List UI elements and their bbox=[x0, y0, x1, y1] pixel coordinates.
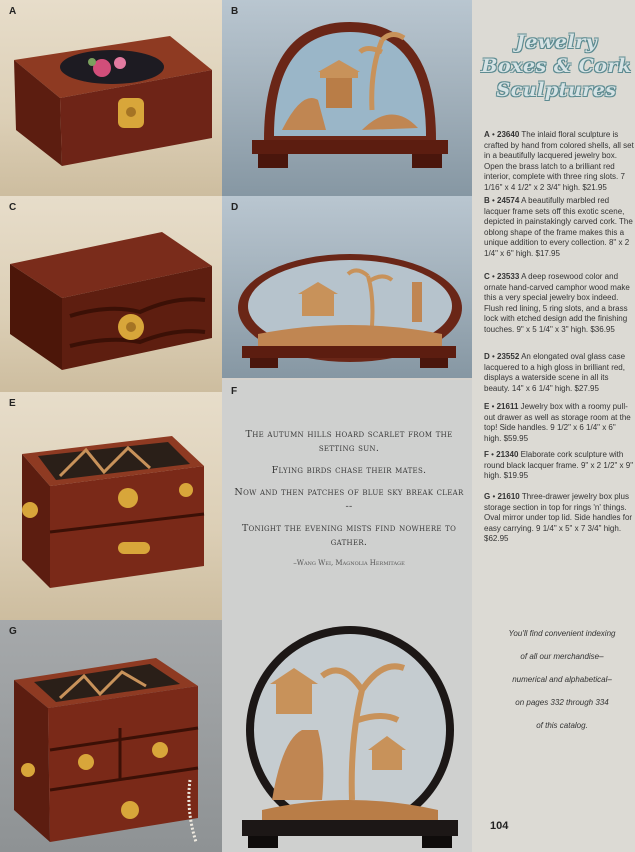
cork-sculpture-f-illustration bbox=[222, 620, 472, 852]
item-b-code: 24574 bbox=[497, 196, 520, 205]
index-note-line-5: of this catalog. bbox=[536, 721, 588, 730]
panel-label-c: C bbox=[9, 202, 17, 213]
item-e-description: E • 21611 Jewelry box with a roomy pull-out drawer as well as storage room at the top! Side handles. 9 1/2" x 6 1/4" x 6" high. $59.95 bbox=[484, 402, 631, 443]
panel-b bbox=[222, 0, 472, 196]
item-g-code: 21610 bbox=[497, 492, 520, 501]
item-c-text: A deep rosewood color and ornate hand-carved camphor wood make this a very special jewelry box indeed. Flush red lining, 5 ring slots, and a brass lock with etched design add the finishing touches. 9" x 5 1/4" x 3" high. $36.95 bbox=[484, 272, 630, 334]
item-a-text: The inlaid floral sculpture is crafted by hand from colored shells, all set in a beautifully lacquered jewelry box. Open the brass latch to a brilliant red interior, complete with three ring slots. 7 1/16" x 4 1/2" x 2 3/4" high. $21.95 bbox=[484, 130, 634, 192]
poem-line-2: Flying birds chase their mates. bbox=[271, 465, 427, 476]
item-d-text: An elongated oval glass case lacquered to a high gloss in brilliant red, displays a waterside scene in all its beauty. 14" x 6 1/4" high. $27.95 bbox=[484, 352, 626, 393]
jewelry-box-g-illustration bbox=[0, 620, 222, 852]
item-c-letter: C bbox=[484, 272, 490, 281]
panel-label-d: D bbox=[231, 202, 239, 213]
item-b-letter: B bbox=[484, 196, 490, 205]
item-f-letter: F bbox=[484, 450, 489, 459]
item-f-description: F • 21340 Elaborate cork sculpture with round black lacquer frame. 9" x 2 1/2" x 9" high. $19.95 bbox=[484, 450, 634, 480]
panel-label-e: E bbox=[9, 398, 16, 409]
index-note-line-1: You'll find convenient indexing bbox=[508, 629, 616, 638]
index-note-line-4: on pages 332 through 334 bbox=[515, 698, 609, 707]
panel-f bbox=[222, 380, 472, 852]
heading-line-2: Boxes & Cork bbox=[481, 55, 632, 77]
product-descriptions-column bbox=[472, 0, 635, 852]
item-g-letter: G bbox=[484, 492, 491, 501]
item-b-text: A beautifully marbled red lacquer frame sets off this exotic scene, depicted in painstakingly carved cork. The oblong shape of the frame makes this a unique addition to every collection. 8" x 2 1/4" x 6" high. $17.95 bbox=[484, 196, 633, 258]
panel-label-g: G bbox=[9, 626, 17, 637]
item-e-code: 21611 bbox=[496, 402, 519, 411]
index-note-line-2: of all our merchandise– bbox=[520, 652, 604, 661]
item-g-description: G • 21610 Three-drawer jewelry box plus storage section in top for rings 'n' things. Oval mirror under top lid. Side handles for easy carrying. 9 1/4" x 5" x 7 3/4" high. $62.95 bbox=[484, 492, 633, 543]
item-f-text: Elaborate cork sculpture with round black lacquer frame. 9" x 2 1/2" x 9" high. $19.95 bbox=[484, 450, 634, 480]
index-note-line-3: numerical and alphabetical– bbox=[512, 675, 612, 684]
panel-label-a: A bbox=[9, 6, 17, 17]
section-heading bbox=[478, 30, 635, 102]
poem-attribution: –Wang Wei, Magnolia Hermitage bbox=[293, 559, 405, 567]
item-b-description: B • 24574 A beautifully marbled red lacquer frame sets off this exotic scene, depicted in painstakingly carved cork. The oblong shape of the frame makes this a unique addition to every collection. 8" x 2 1/4" x 6" high. $17.95 bbox=[484, 196, 633, 258]
jewelry-box-e-illustration bbox=[0, 392, 222, 620]
item-d-letter: D bbox=[484, 352, 490, 361]
panel-g bbox=[0, 620, 222, 852]
panel-label-b: B bbox=[231, 6, 239, 17]
poem-line-4: Tonight the evening mists find nowhere to gather. bbox=[241, 523, 457, 548]
item-a-letter: A bbox=[484, 130, 490, 139]
item-a-code: 23640 bbox=[497, 130, 520, 139]
poem-line-1: The autumn hills hoard scarlet from the setting sun. bbox=[245, 429, 453, 454]
page-number: 104 bbox=[490, 820, 509, 832]
panel-e bbox=[0, 392, 222, 620]
jewelry-box-a-illustration bbox=[0, 0, 222, 196]
item-g-text: Three-drawer jewelry box plus storage section in top for rings 'n' things. Oval mirror under top lid. Side handles for easy carrying. 9 1/4" x 5" x 7 3/4" high. $62.95 bbox=[484, 492, 633, 543]
poem bbox=[232, 428, 466, 568]
panel-a bbox=[0, 0, 222, 196]
heading-line-1: Jewelry bbox=[515, 31, 598, 53]
jewelry-box-c-illustration bbox=[0, 196, 222, 392]
panel-d bbox=[222, 196, 472, 378]
item-e-text: Jewelry box with a roomy pull-out drawer as well as storage room at the top! Side handles. 9 1/2" x 6 1/4" x 6" high. $59.95 bbox=[484, 402, 631, 443]
cork-sculpture-b-illustration bbox=[222, 0, 472, 196]
panel-label-f: F bbox=[231, 386, 238, 397]
item-e-letter: E bbox=[484, 402, 490, 411]
item-c-code: 23533 bbox=[497, 272, 520, 281]
item-f-code: 21340 bbox=[496, 450, 519, 459]
poem-line-3: Now and then patches of blue sky break clear -- bbox=[234, 487, 464, 512]
cork-sculpture-d-illustration bbox=[222, 196, 472, 378]
index-note bbox=[492, 622, 632, 737]
item-a-description: A • 23640 The inlaid floral sculpture is crafted by hand from colored shells, all set in a beautifully lacquered jewelry box. Open the brass latch to a brilliant red interior, complete with three ring slots. 7 1/16" x 4 1/2" x 2 3/4" high. $21.95 bbox=[484, 130, 634, 192]
panel-c bbox=[0, 196, 222, 392]
item-d-description: D • 23552 An elongated oval glass case lacquered to a high gloss in brilliant red, displays a waterside scene in all its beauty. 14" x 6 1/4" high. $27.95 bbox=[484, 352, 626, 393]
heading-line-3: Sculptures bbox=[496, 79, 617, 101]
item-d-code: 23552 bbox=[497, 352, 520, 361]
item-c-description: C • 23533 A deep rosewood color and ornate hand-carved camphor wood make this a very special jewelry box indeed. Flush red lining, 5 ring slots, and a brass lock with etched design add the finishing touches. 9" x 5 1/4" x 3" high. $36.95 bbox=[484, 272, 630, 334]
